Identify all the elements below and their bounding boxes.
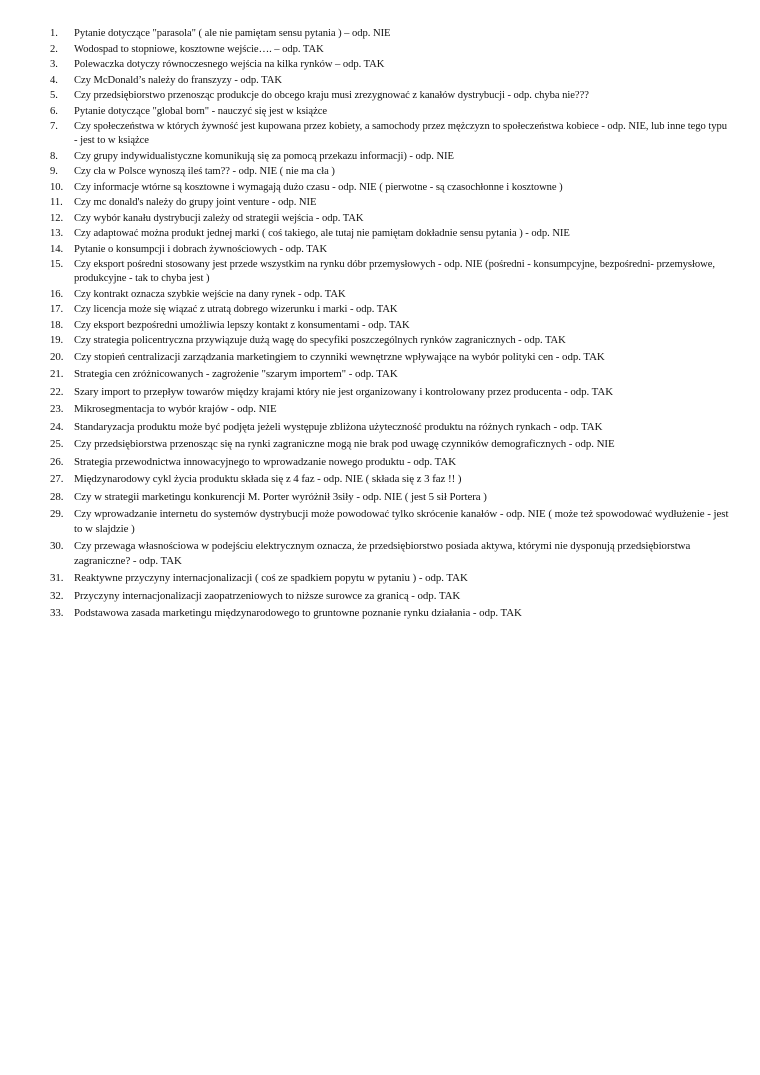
item-number: 27. bbox=[50, 473, 64, 486]
item-text: Reaktywne przyczyny internacjonalizacji ( coś ze spadkiem popytu w pytaniu ) - odp. TAK bbox=[74, 572, 468, 585]
item-number: 8. bbox=[50, 150, 58, 162]
item-number: 19. bbox=[50, 335, 64, 347]
item-number: 5. bbox=[50, 90, 58, 101]
item-text: Pytanie dotyczące "global born" - nauczyć się jest w książce bbox=[74, 105, 328, 117]
list-item bbox=[50, 181, 730, 195]
list-item bbox=[50, 74, 730, 88]
item-number: 13. bbox=[50, 228, 64, 240]
item-text: Strategia przewodnictwa innowacyjnego to wprowadzanie nowego produktu - odp. TAK bbox=[74, 455, 457, 468]
list-item bbox=[50, 58, 730, 72]
list-item bbox=[50, 105, 730, 119]
list-item bbox=[50, 43, 730, 57]
list-item bbox=[50, 27, 730, 41]
list-item bbox=[50, 120, 730, 148]
list-item bbox=[50, 196, 730, 210]
item-text: Czy społeczeństwa w których żywność jest kupowana przez kobiety, a samochody przez mężczyzn to społeczeństwa kobiece - odp. NIE, lub inne tego typu - jest to w książce bbox=[74, 121, 727, 147]
item-number: 10. bbox=[50, 181, 64, 193]
item-text: Wodospad to stopniowe, kosztowne wejście…. – odp. TAK bbox=[74, 43, 324, 55]
list-item bbox=[50, 437, 730, 451]
item-text: Czy stopień centralizacji zarządzania marketingiem to czynniki wewnętrzne wpływające na wybór polityki cen - odp. TAK bbox=[74, 350, 605, 363]
list-item bbox=[50, 385, 730, 399]
list-item bbox=[50, 288, 730, 302]
item-text: Strategia cen zróżnicowanych - zagrożenie "szarym importem" - odp. TAK bbox=[74, 368, 398, 381]
list-item bbox=[50, 150, 730, 164]
item-number: 2. bbox=[50, 43, 58, 55]
list-item bbox=[50, 472, 730, 486]
list-item bbox=[50, 589, 730, 603]
item-text: Czy informacje wtórne są kosztowne i wymagają dużo czasu - odp. NIE ( pierwotne - są czasochłonne i kosztowne ) bbox=[74, 181, 563, 193]
item-number: 11. bbox=[50, 197, 63, 209]
item-number: 31. bbox=[50, 572, 64, 585]
list-item bbox=[50, 490, 730, 504]
item-number: 18. bbox=[50, 319, 64, 331]
list-item bbox=[50, 212, 730, 226]
list-item bbox=[50, 89, 730, 103]
item-text: Podstawowa zasada marketingu międzynarodowego to gruntowne poznanie rynku działania - odp. TAK bbox=[74, 607, 522, 620]
item-number: 29. bbox=[50, 508, 64, 521]
item-number: 23. bbox=[50, 403, 64, 416]
list-item bbox=[50, 571, 730, 585]
item-text: Czy strategia policentryczna przywiązuje dużą wagę do specyfiki poszczególnych rynków zagranicznych - odp. TAK bbox=[74, 335, 566, 347]
item-number: 4. bbox=[50, 74, 58, 86]
list-item bbox=[50, 258, 730, 286]
list-item bbox=[50, 334, 730, 348]
item-number: 22. bbox=[50, 385, 64, 398]
item-text: Szary import to przepływ towarów między krajami który nie jest organizowany i kontrolowany przez producenta - odp. TAK bbox=[74, 385, 614, 398]
list-item bbox=[50, 350, 730, 364]
list-item bbox=[50, 243, 730, 257]
list-item bbox=[50, 402, 730, 416]
item-text: Czy w strategii marketingu konkurencji M. Porter wyróżnił 3siły - odp. NIE ( jest 5 sił Portera ) bbox=[74, 490, 487, 503]
list-item bbox=[50, 420, 730, 434]
item-number: 25. bbox=[50, 438, 64, 451]
item-text: Czy wprowadzanie internetu do systemów dystrybucji może powodować tylko skrócenie kanałów - odp. NIE ( może też spowodować wydłużenie - jest to w slajdzie ) bbox=[74, 508, 729, 535]
item-text: Pytanie dotyczące "parasola" ( ale nie pamiętam sensu pytania ) – odp. NIE bbox=[74, 28, 391, 39]
item-number: 21. bbox=[50, 368, 64, 381]
item-text: Czy wybór kanału dystrybucji zależy od strategii wejścia - odp. TAK bbox=[74, 212, 364, 224]
list-item bbox=[50, 303, 730, 317]
item-text: Pytanie o konsumpcji i dobrach żywnościowych - odp. TAK bbox=[74, 243, 328, 255]
item-text: Czy mc donald's należy do grupy joint venture - odp. NIE bbox=[74, 197, 317, 209]
item-number: 32. bbox=[50, 589, 64, 602]
item-number: 3. bbox=[50, 59, 58, 70]
item-number: 33. bbox=[50, 607, 64, 620]
question-list bbox=[50, 27, 730, 624]
list-item bbox=[50, 319, 730, 333]
list-item bbox=[50, 507, 730, 536]
item-number: 7. bbox=[50, 121, 58, 132]
list-item bbox=[50, 606, 730, 620]
list-item bbox=[50, 539, 730, 568]
list-item bbox=[50, 367, 730, 381]
item-text: Czy cła w Polsce wynoszą ileś tam?? - odp. NIE ( nie ma cła ) bbox=[74, 166, 335, 178]
item-text: Czy eksport pośredni stosowany jest przede wszystkim na rynku dóbr przemysłowych - odp. NIE (pośredni - konsumpcyjne, bezpośredni- przemysłowe, produkcyjne - tak to chyba jest ) bbox=[74, 259, 715, 285]
item-text: Czy przewaga własnościowa w podejściu elektrycznym oznacza, że przedsiębiorstwo posiada aktywa, którymi nie dysponują przedsiębiorstwa zagraniczne? - odp. TAK bbox=[74, 540, 691, 567]
item-text: Polewaczka dotyczy równoczesnego wejścia na kilka rynków – odp. TAK bbox=[74, 59, 385, 70]
item-text: Czy adaptować można produkt jednej marki ( coś takiego, ale tutaj nie pamiętam dokładnie sensu pytania ) - odp. NIE bbox=[74, 228, 570, 240]
item-number: 15. bbox=[50, 259, 64, 271]
item-text: Czy przedsiębiorstwo przenosząc produkcje do obcego kraju musi zrezygnować z kanałów dystrybucji - odp. chyba nie??? bbox=[74, 90, 589, 101]
item-text: Czy kontrakt oznacza szybkie wejście na dany rynek - odp. TAK bbox=[74, 288, 346, 300]
item-number: 17. bbox=[50, 304, 64, 316]
item-text: Międzynarodowy cykl życia produktu składa się z 4 faz - odp. NIE ( składa się z 3 faz !! ) bbox=[74, 473, 462, 486]
item-number: 26. bbox=[50, 455, 64, 468]
item-text: Czy grupy indywidualistyczne komunikują się za pomocą przekazu informacji) - odp. NIE bbox=[74, 150, 454, 162]
item-text: Standaryzacja produktu może być podjęta jeżeli występuje zbliżona użyteczność produktu na różnych rynkach - odp. TAK bbox=[74, 420, 603, 433]
item-number: 16. bbox=[50, 288, 64, 300]
item-number: 28. bbox=[50, 490, 64, 503]
item-text: Czy licencja może się wiązać z utratą dobrego wizerunku i marki - odp. TAK bbox=[74, 304, 398, 316]
item-number: 6. bbox=[50, 105, 58, 117]
item-text: Czy eksport bezpośredni umożliwia lepszy kontakt z konsumentami - odp. TAK bbox=[74, 319, 410, 331]
item-text: Mikrosegmentacja to wybór krajów - odp. NIE bbox=[74, 403, 277, 416]
item-text: Czy McDonald’s należy do franszyzy - odp. TAK bbox=[74, 74, 282, 86]
item-number: 30. bbox=[50, 540, 64, 553]
item-number: 12. bbox=[50, 212, 64, 224]
item-number: 24. bbox=[50, 420, 64, 433]
item-text: Czy przedsiębiorstwa przenosząc się na rynki zagraniczne mogą nie brak pod uwagę czynników demograficznych - odp. NIE bbox=[74, 438, 615, 451]
list-item bbox=[50, 165, 730, 179]
item-number: 14. bbox=[50, 243, 64, 255]
item-number: 9. bbox=[50, 166, 58, 178]
item-number: 20. bbox=[50, 350, 64, 363]
list-item bbox=[50, 455, 730, 469]
item-text: Przyczyny internacjonalizacji zaopatrzeniowych to niższe surowce za granicą - odp. TAK bbox=[74, 589, 461, 602]
item-number: 1. bbox=[50, 28, 58, 39]
list-item bbox=[50, 227, 730, 241]
